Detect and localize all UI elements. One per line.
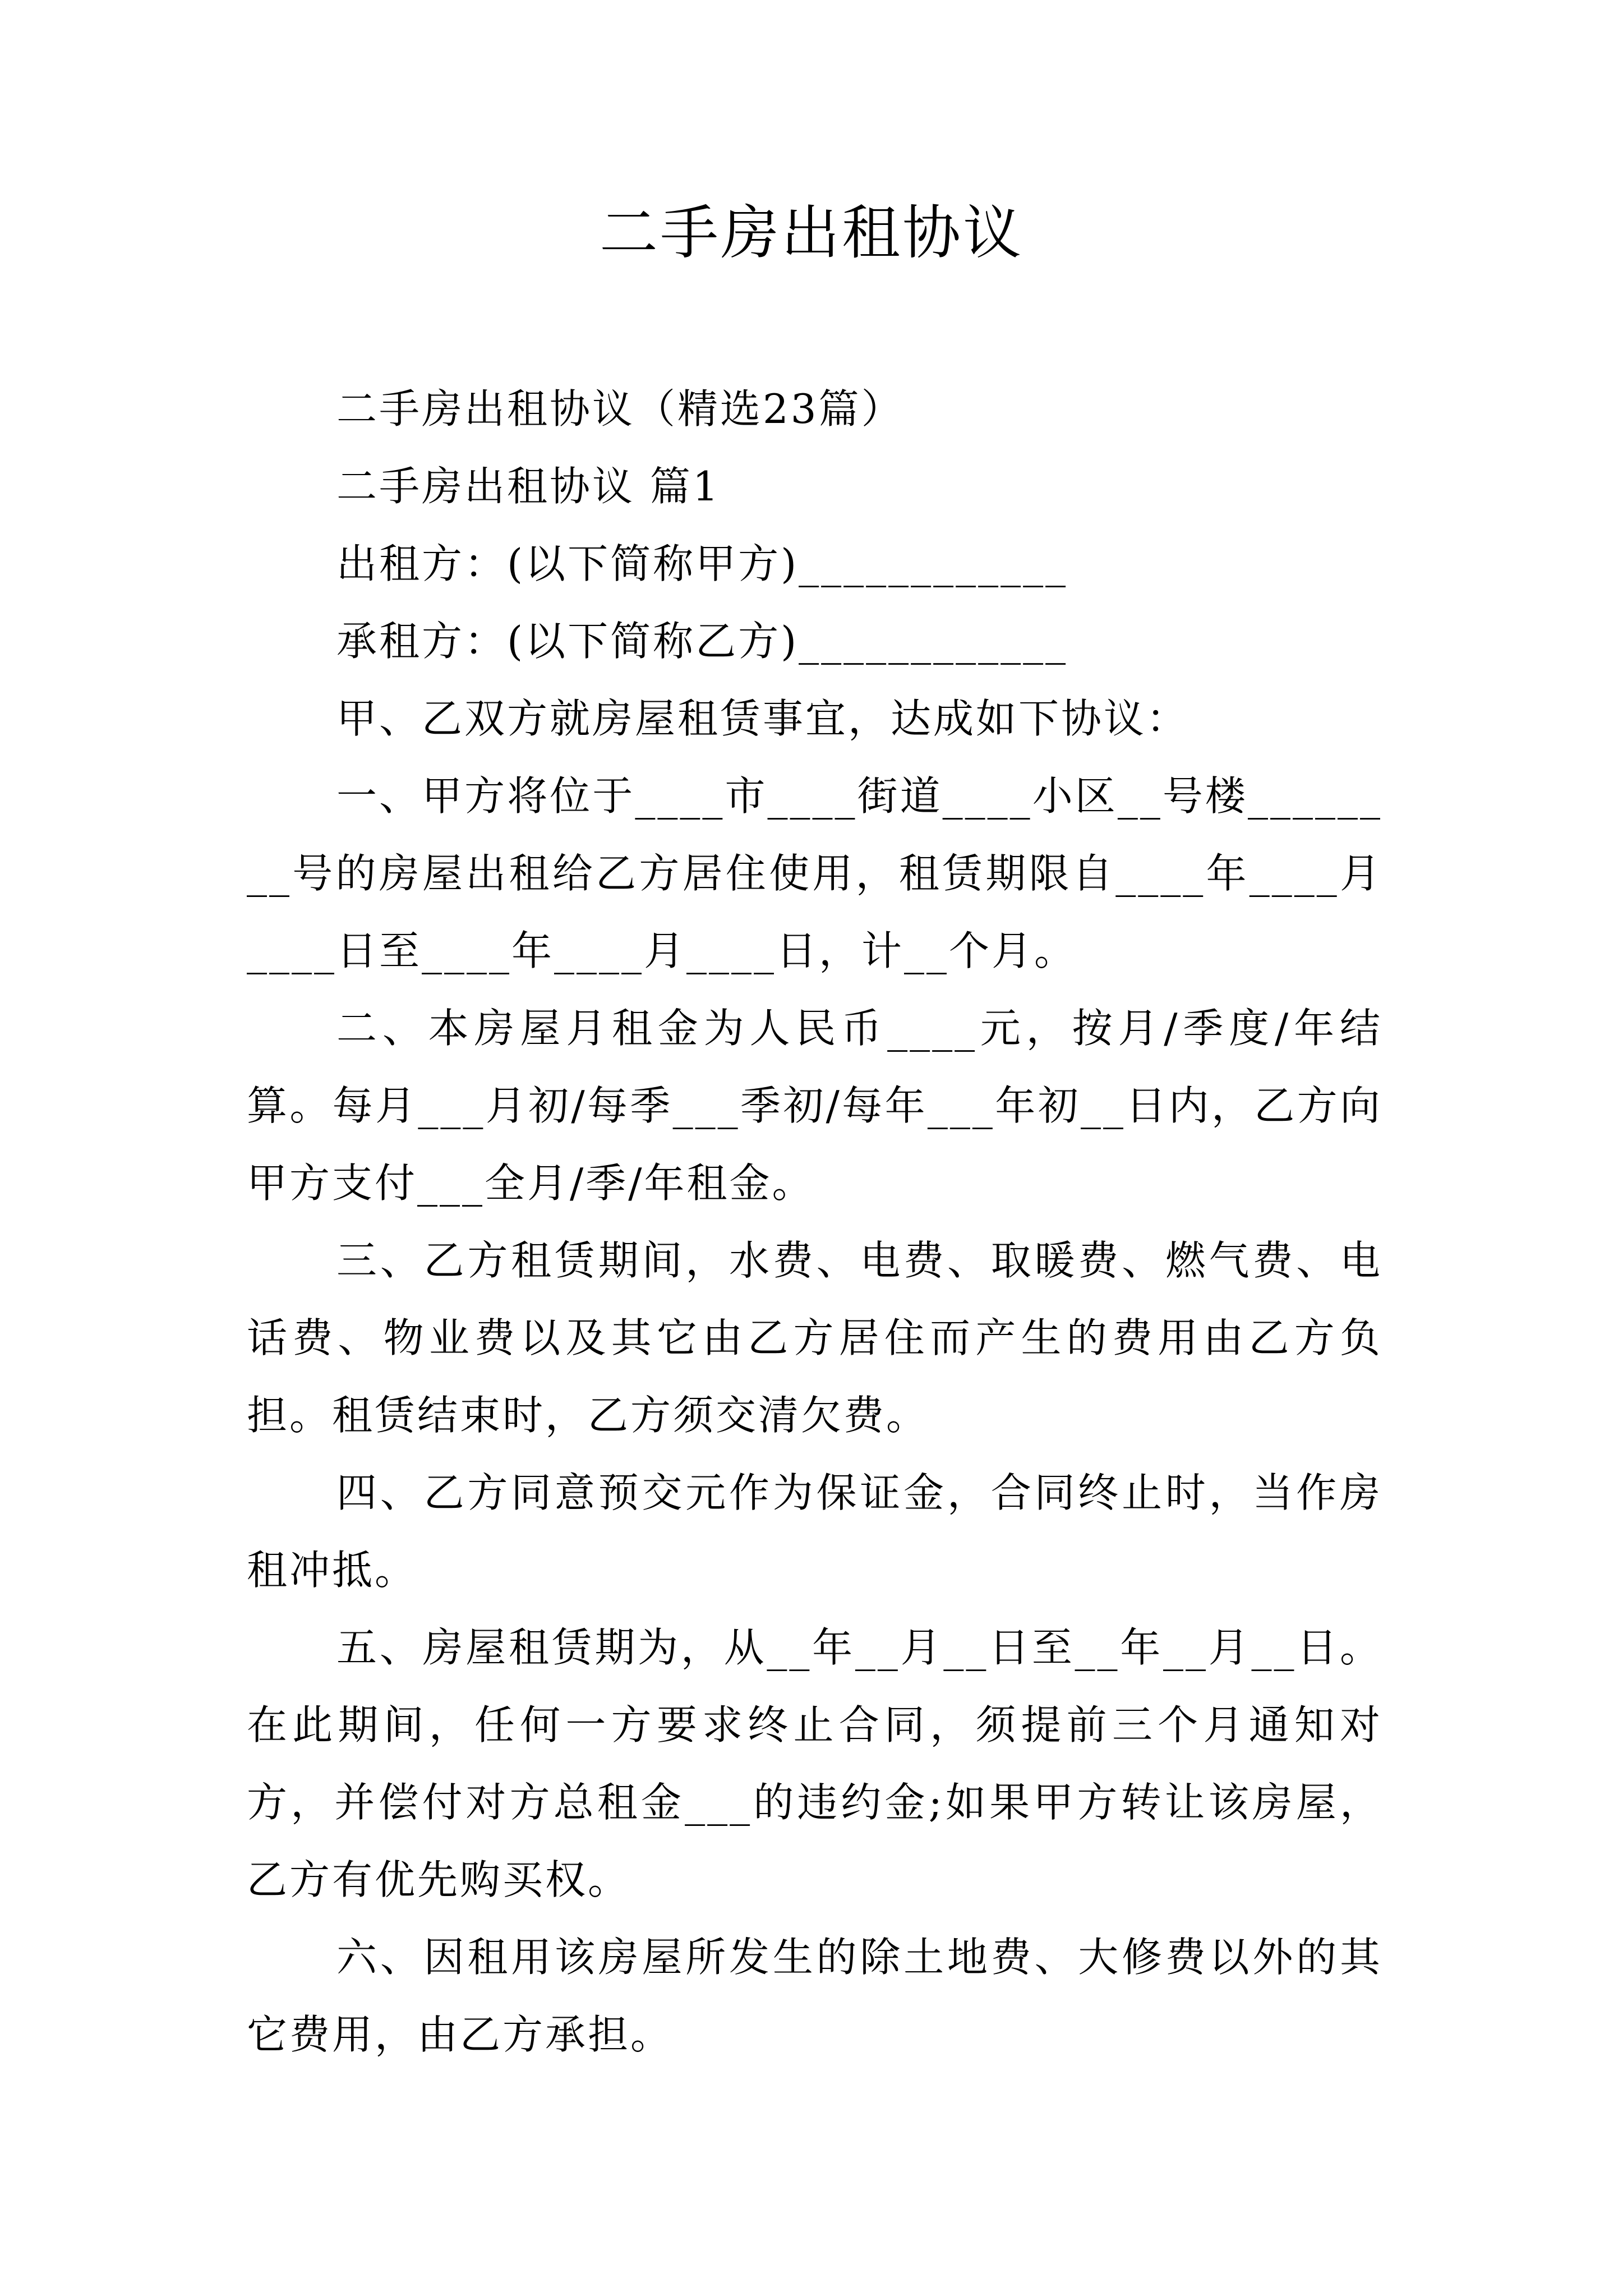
paragraph-section-heading: 二手房出租协议 篇1 [336, 463, 721, 510]
paragraph-subtitle: 二手房出租协议（精选23篇） [336, 385, 904, 432]
paragraph-clause-5: 五、房屋租赁期为，从__年__月__日至__年__月__日。在此期间，任何一方要求终止合同，须提前三个月通知对方，并偿付对方总租金___的违约金;如果甲方转让该房屋，乙方有优先购买权。 [247, 1624, 1382, 1903]
paragraph-agreement-intro: 甲、乙双方就房屋租赁事宜，达成如下协议： [336, 695, 1189, 742]
paragraph-lessor: 出租方：(以下简称甲方)____________ [336, 540, 1068, 587]
paragraph-clause-2: 二、本房屋月租金为人民币____元，按月/季度/年结算。每月___月初/每季___季初/每年___年初__日内，乙方向甲方支付___全月/季/年租金。 [247, 1005, 1382, 1207]
document-body [247, 370, 1382, 2073]
paragraph-lessee: 承租方：(以下简称乙方)____________ [336, 618, 1068, 665]
paragraph-clause-6: 六、因租用该房屋所发生的除土地费、大修费以外的其它费用，由乙方承担。 [247, 1934, 1382, 2058]
document-title: 二手房出租协议 [599, 199, 1023, 267]
paragraph-clause-3: 三、乙方租赁期间，水费、电费、取暖费、燃气费、电话费、物业费以及其它由乙方居住而产生的费用由乙方负担。租赁结束时，乙方须交清欠费。 [247, 1237, 1382, 1439]
paragraph-clause-1: 一、甲方将位于____市____街道____小区__号楼________号的房屋出租给乙方居住使用，租赁期限自____年____月____日至____年____月____日，计__个月。 [247, 772, 1382, 974]
paragraph-clause-4: 四、乙方同意预交元作为保证金，合同终止时，当作房租冲抵。 [247, 1469, 1382, 1594]
